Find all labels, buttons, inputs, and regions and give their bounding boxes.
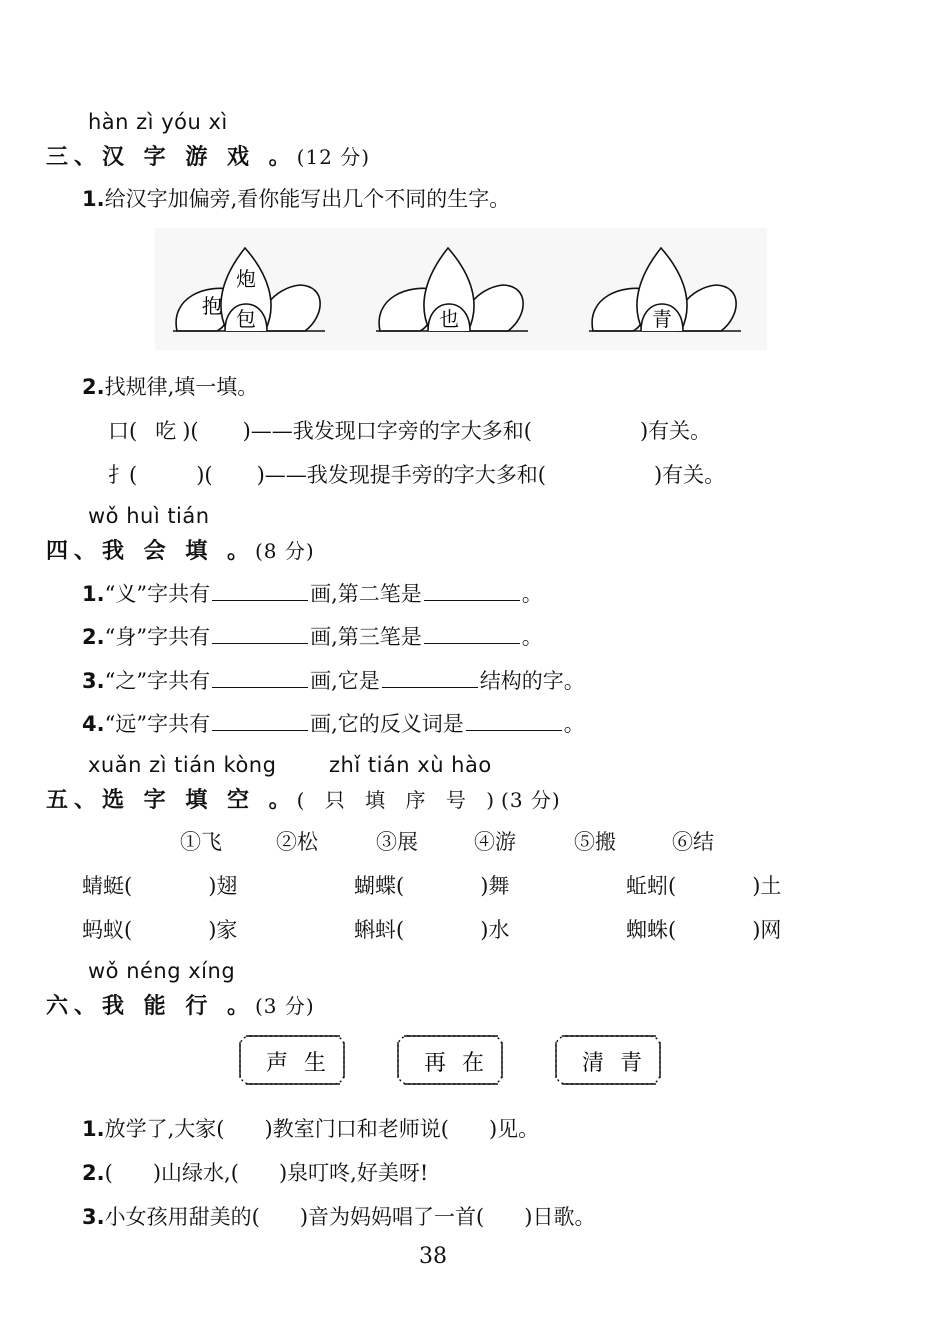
rule-row-1 (108, 415, 711, 445)
item-text-c: 结构的字。 (479, 669, 585, 693)
answer-blank[interactable] (212, 580, 308, 601)
section3-heading (46, 140, 370, 171)
box3-char-a: 清 (582, 1051, 605, 1076)
item-number: 4. (82, 712, 105, 736)
section4-title: 四、我 会 填 。 (46, 539, 255, 564)
flower3-center: 青 (652, 307, 672, 331)
fill-post: )水 (480, 918, 510, 942)
section3-q2 (82, 371, 258, 401)
option-6: ⑥结 (672, 830, 714, 854)
item-text: 放学了,大家( )教室门口和老师说( )见。 (104, 1117, 540, 1141)
section6-heading (46, 989, 315, 1020)
section5-title: 五、选 字 填 空 。 (46, 788, 297, 813)
section4-item-1 (82, 578, 543, 608)
item-text-a: “远”字共有 (104, 712, 211, 736)
item-number: 3. (82, 669, 105, 693)
fill-pre: 蜻蜓( (82, 874, 133, 898)
row1-statement: )——我发现口字旁的字大多和( (242, 419, 532, 443)
section4-item-2 (82, 621, 543, 651)
section6-item-1 (82, 1113, 539, 1143)
fill-pre: 蚯蚓( (626, 874, 677, 898)
item-text-b: 画,它是 (310, 669, 380, 693)
section3-points: (12 分) (296, 145, 371, 169)
fill-post: )舞 (480, 874, 510, 898)
section6-item-2 (82, 1157, 428, 1187)
section3-q1 (82, 183, 510, 213)
item-text-b: 画,第三笔是 (310, 625, 422, 649)
answer-blank[interactable] (424, 580, 520, 601)
fill-post: )土 (752, 874, 782, 898)
option-3: ③展 (376, 830, 418, 854)
item-text-b: 画,第二笔是 (310, 582, 422, 606)
rule-row-2 (108, 459, 725, 489)
section5-heading (46, 783, 561, 814)
row2-paren: )( (196, 463, 213, 487)
box2-char-b: 在 (462, 1051, 485, 1076)
answer-blank[interactable] (212, 623, 308, 644)
item-text: ( )山绿水,( )泉叮咚,好美呀! (104, 1161, 429, 1185)
answer-blank[interactable] (212, 710, 308, 731)
section5-pinyin-1: xuǎn zì tián kòng (88, 753, 277, 777)
fill-pre: 蚂蚁( (82, 918, 133, 942)
item-number: 3. (82, 1205, 105, 1229)
page-number: 38 (419, 1244, 447, 1269)
box1-char-a: 声 (266, 1051, 289, 1076)
section5-sub: ( 只 填 序 号 ) (296, 788, 502, 812)
flower-diagram (155, 228, 767, 350)
section4-heading (46, 534, 315, 565)
q2-text: 找规律,填一填。 (104, 375, 259, 399)
section4-pinyin: wǒ huì tián (88, 504, 210, 528)
flower2-center: 也 (439, 307, 459, 331)
section6-points: (3 分) (254, 994, 315, 1018)
q1-text: 给汉字加偏旁,看你能写出几个不同的生字。 (104, 187, 511, 211)
section6-pinyin: wǒ néng xíng (88, 959, 236, 983)
option-5: ⑤搬 (574, 830, 616, 854)
fill-item (82, 870, 237, 900)
item-number: 1. (82, 1117, 105, 1141)
section3-pinyin: hàn zì yóu xì (88, 110, 228, 134)
item-text-c: 。 (563, 712, 585, 736)
fill-pre: 蝌蚪( (354, 918, 405, 942)
row2-radical: 扌( (108, 463, 138, 487)
flower1-center: 包 (236, 307, 256, 331)
q1-number: 1. (82, 187, 105, 211)
fill-item (626, 914, 781, 944)
item-text-c: 。 (521, 625, 543, 649)
item-text-c: 。 (521, 582, 543, 606)
word-boxes (236, 1030, 666, 1092)
option-4: ④游 (474, 830, 516, 854)
item-number: 2. (82, 1161, 105, 1185)
fill-item (626, 870, 781, 900)
option-1: ①飞 (180, 830, 222, 854)
fill-item (354, 914, 509, 944)
q2-number: 2. (82, 375, 105, 399)
section5-pinyin-2: zhǐ tián xù hào (329, 753, 492, 777)
box2-char-a: 再 (424, 1051, 447, 1076)
fill-item (354, 870, 509, 900)
fill-item (82, 914, 237, 944)
box3-char-b: 青 (620, 1051, 643, 1076)
option-2: ②松 (276, 830, 318, 854)
section6-title: 六、我 能 行 。 (46, 994, 255, 1019)
section4-item-3 (82, 665, 585, 695)
row1-end: )有关。 (639, 419, 712, 443)
row1-example: 吃 (155, 419, 177, 443)
row2-end: )有关。 (653, 463, 726, 487)
answer-blank[interactable] (466, 710, 562, 731)
item-number: 2. (82, 625, 105, 649)
flower1-top: 炮 (236, 267, 256, 291)
item-text-a: “之”字共有 (104, 669, 211, 693)
item-text-b: 画,它的反义词是 (310, 712, 464, 736)
row1-paren: )( (182, 419, 199, 443)
section4-points: (8 分) (254, 539, 315, 563)
item-text: 小女孩用甜美的( )音为妈妈唱了一首( )日歌。 (104, 1205, 596, 1229)
fill-post: )网 (752, 918, 782, 942)
row1-radical: 口( (108, 419, 138, 443)
section3-title: 三、汉 字 游 戏 。 (46, 145, 297, 170)
answer-blank[interactable] (424, 623, 520, 644)
box1-char-b: 生 (304, 1051, 327, 1076)
fill-post: )翅 (208, 874, 238, 898)
item-text-a: “身”字共有 (104, 625, 211, 649)
fill-pre: 蝴蝶( (354, 874, 405, 898)
section6-item-3 (82, 1201, 595, 1231)
row2-statement: )——我发现提手旁的字大多和( (256, 463, 546, 487)
fill-pre: 蜘蛛( (626, 918, 677, 942)
item-text-a: “义”字共有 (104, 582, 211, 606)
item-number: 1. (82, 582, 105, 606)
answer-blank[interactable] (382, 667, 478, 688)
answer-blank[interactable] (212, 667, 308, 688)
fill-post: )家 (208, 918, 238, 942)
flower1-left: 抱 (202, 294, 222, 318)
section5-points: (3 分) (501, 788, 561, 812)
section4-item-4 (82, 708, 585, 738)
